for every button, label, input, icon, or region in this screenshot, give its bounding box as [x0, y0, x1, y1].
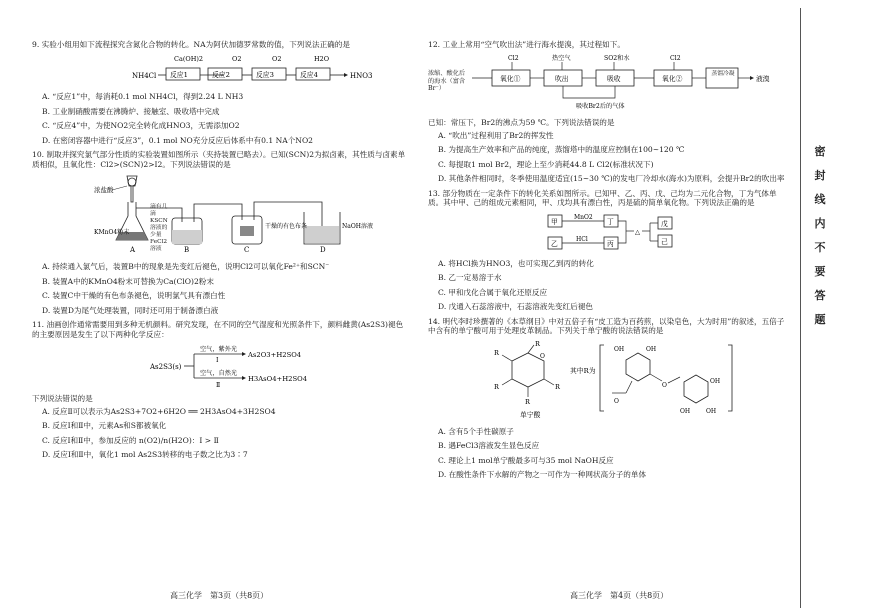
q14-r-3: R [525, 397, 530, 406]
q12-top-2: 热空气 [552, 55, 571, 63]
q9-above-2: O2 [232, 55, 242, 64]
question-14-title: 14. 明代李时珍撰著的《本草纲目》中对五倍子有“皮工造为百药煎，以染皂色，大为时用”的叙述，五倍子中含有的单宁酸可用于处理皮革制品。下列关于单宁酸的说法错误的是 [428, 316, 785, 336]
q13-option-b: B. 乙一定易溶于水 [438, 273, 502, 283]
q14-structure-svg [428, 339, 788, 423]
question-14 [428, 317, 788, 480]
q14-ring-o: O [540, 352, 545, 360]
q9-flow-svg [32, 52, 410, 88]
seal-char-7: 答 [814, 289, 826, 302]
q12-top-1: Cl2 [508, 55, 519, 63]
seal-char-5: 不 [814, 241, 826, 254]
q10-option-d: D. 装置D为尾气处理装置，同时还可用于制备漂白液 [42, 305, 219, 315]
q14-oh-2: OH [646, 345, 657, 353]
q14-structure [428, 339, 788, 423]
q13-bing: 丙 [607, 239, 614, 248]
q14-option-c: C. 理论上1 mol单宁酸最多可与35 mol NaOH反应 [438, 455, 614, 465]
q9-box-2: 反应2 [212, 71, 230, 80]
q12-box-2: 吹出 [555, 75, 569, 84]
q11-prompt: 下列说法错误的是 [32, 394, 93, 404]
q11-scheme-svg [32, 342, 410, 390]
q13-cond: △ [635, 227, 640, 236]
q10-option-b: B. 装置A中的KMnO4粉末可替换为Ca(ClO)2粉末 [42, 276, 214, 286]
q9-option-b: B. 工业制硝酸需要在沸腾炉、接触室、吸收塔中完成 [42, 106, 220, 116]
q14-oh-3: OH [710, 377, 721, 385]
q11-option-c: C. 反应Ⅰ和Ⅱ中，参加反应的 n(O2)/n(H2O)：Ⅰ > Ⅱ [42, 435, 219, 445]
q9-box-1: 反应1 [170, 71, 188, 80]
q14-option-d: D. 在酸性条件下水解的产物之一可作为一种网状高分子的单体 [438, 470, 647, 480]
question-12-title: 12. 工业上常用“空气吹出法”进行海水提溴，其过程如下。 [428, 40, 625, 49]
seal-char-6: 要 [814, 265, 826, 278]
q12-option-b: B. 为提高生产效率和产品的纯度，蒸馏塔中的温度应控制在100~120 ℃ [438, 145, 685, 155]
seal-text [812, 140, 828, 332]
q14-option-b: B. 遇FeCl3溶液发生显色反应 [438, 441, 540, 451]
q11-roman-2: Ⅱ [216, 382, 221, 390]
q12-option-a: A. “吹出”过程利用了Br2的挥发性 [438, 130, 554, 140]
q12-option-c: C. 每提取1 mol Br2，理论上至少消耗44.8 L Cl2(标准状况下) [438, 159, 654, 169]
q12-start: 浓缩、酸化后的海水（富含Br⁻） [428, 70, 466, 93]
question-13 [428, 189, 788, 312]
q13-option-c: C. 甲和戊化合属于氧化还原反应 [438, 287, 548, 297]
q12-end: 液溴 [756, 75, 770, 84]
q12-box-5-text: 蒸馏冷凝 [711, 71, 735, 78]
left-column [32, 40, 410, 465]
q14-oh-5: OH [706, 407, 717, 415]
q13-diagram-svg [428, 211, 788, 255]
q11-cond-1: 空气，紫外光 [200, 346, 238, 354]
q10-option-c: C. 装置C中干燥的有色布条褪色，说明氯气具有漂白性 [42, 291, 226, 301]
q11-option-b: B. 反应Ⅰ和Ⅱ中，元素As和S都被氧化 [42, 421, 167, 431]
seal-line [800, 8, 801, 608]
q14-oh-1: OH [614, 345, 625, 353]
question-9 [32, 40, 410, 145]
question-9-title: 9. 实验小组用如下流程探究含氮化合物的转化。NA为阿伏加德罗常数的值，下列说法正确的是 [32, 40, 350, 49]
q13-diagram [428, 211, 788, 255]
question-10 [32, 150, 410, 315]
q10-apparatus-svg [32, 172, 410, 258]
q13-ji: 己 [661, 237, 668, 246]
q9-start: NH4Cl [132, 72, 157, 81]
seal-char-8: 题 [814, 313, 826, 326]
question-11-title: 11. 油画创作通常需要用到多种无机颜料。研究发现，在不同的空气湿度和光照条件下，颜料雌黄(As2S3)褪色的主要原因是发生了以下两种化学反应： [32, 320, 404, 339]
question-12 [428, 40, 788, 184]
q14-where: 其中R为 [570, 366, 596, 375]
q9-box-3: 反应3 [256, 71, 274, 80]
footer-left: 高三化学 第3页（共8页） [170, 591, 269, 600]
q14-o-1: O [614, 397, 619, 405]
seal-char-4: 内 [814, 217, 826, 230]
q12-top-3: SO2和水 [604, 55, 630, 63]
q13-reagent-1: MnO2 [574, 213, 593, 221]
q9-box-4: 反应4 [300, 71, 318, 80]
q11-option-d: D. 反应Ⅰ和Ⅱ中，氧化1 mol As2S3转移的电子数之比为3∶7 [42, 450, 248, 460]
q13-option-a: A. 将HCl换为HNO3，也可实现乙到丙的转化 [438, 258, 594, 268]
q14-r-1: R [494, 348, 499, 357]
q13-option-d: D. 戊通入石蕊溶液中，石蕊溶液先变红后褪色 [438, 302, 593, 312]
seal-margin [800, 0, 870, 615]
q13-reagent-2: HCl [576, 235, 588, 243]
q12-box-3: 吸收 [607, 75, 621, 84]
question-11 [32, 320, 410, 459]
q13-yi: 乙 [551, 239, 558, 248]
q11-roman-1: Ⅰ [216, 357, 219, 365]
q9-option-c: C. “反应4”中，为使NO2完全转化成HNO3，无需添加O2 [42, 121, 240, 131]
right-column [428, 40, 788, 485]
q12-box-4: 氧化② [662, 75, 683, 84]
q12-note: 已知：常压下，Br2的沸点为59 ℃。下列说法错误的是 [428, 118, 615, 128]
q10-label-D: D [320, 246, 326, 255]
q9-option-a: A. “反应1”中，每消耗0.1 mol NH4Cl，得到2.24 L NH3 [42, 92, 244, 102]
q11-product-2: H3AsO4+H2SO4 [248, 375, 308, 384]
q10-option-a: A. 持续通入氯气后，装置B中的现象是先变红后褪色，说明Cl2可以氧化Fe²⁺和SCN⁻ [42, 262, 330, 272]
q9-above-3: O2 [272, 55, 282, 64]
q10-label-acid: 浓盐酸 [94, 186, 114, 195]
q12-flow-diagram [428, 52, 788, 114]
footer-right: 高三化学 第4页（共8页） [570, 591, 669, 600]
q10-label-b-text: 滴有几滴KSCN溶液的少量FeCl2溶液 [150, 204, 168, 253]
q14-option-a: A. 含有5个手性碳原子 [438, 426, 514, 436]
q11-option-a: A. 反应Ⅱ可以表示为As2S3+7O2+6H2O ══ 2H3AsO4+3H2SO4 [42, 406, 276, 416]
q10-label-naoh: NaOH溶液 [342, 223, 373, 231]
q13-ding: 丁 [607, 217, 614, 226]
q10-label-A: A [130, 246, 136, 255]
q10-label-C: C [244, 246, 250, 255]
q14-r-2: R [494, 382, 499, 391]
question-10-title: 10. 制取并探究氯气部分性质的实验装置如图所示（夹持装置已略去）。已知(SCN)2为拟卤素，其性质与卤素单质相似，且氧化性：Cl2>(SCN)2>I2。下列说法错误的是 [32, 150, 406, 169]
seal-char-2: 封 [814, 169, 826, 182]
q13-wu: 戊 [661, 219, 668, 228]
q14-oh-4: OH [680, 407, 691, 415]
q14-r-5: R [535, 339, 540, 348]
q10-label-cloth: 干燥的有色布条 [265, 223, 308, 231]
q11-scheme [32, 342, 410, 390]
q9-flow-diagram [32, 52, 410, 88]
q12-flow-svg [428, 52, 788, 114]
q12-bottom-label: 吸收Br2后的气体 [576, 103, 625, 111]
q11-reactant: As2S3(s) [150, 363, 182, 372]
q10-label-kmno4: KMnO4粉末 [94, 229, 130, 237]
seal-char-3: 线 [814, 193, 826, 206]
q10-label-B: B [184, 246, 190, 255]
q10-apparatus-diagram [32, 172, 410, 258]
q13-jia: 甲 [551, 217, 558, 226]
q14-o-2: O [662, 381, 667, 389]
q9-end: HNO3 [350, 72, 373, 81]
q12-top-4: Cl2 [670, 55, 681, 63]
q11-cond-2: 空气，自然光 [200, 370, 238, 378]
q9-option-d: D. 在密闭容器中进行“反应3”，0.1 mol NO充分反应后体系中有0.1 NA个NO2 [42, 135, 314, 145]
seal-char-1: 密 [814, 145, 826, 158]
q12-box-1: 氧化① [500, 75, 521, 84]
q9-above-4: H2O [314, 55, 330, 64]
question-13-title: 13. 部分物质在一定条件下的转化关系如图所示。已知甲、乙、丙、戊、己均为二元化合物，丁为气体单质。其中甲、己的组成元素相同，甲、戊均具有漂白性，丙是硫的简单氧化物。下列说法正确的是 [428, 188, 777, 208]
q11-product-1: As2O3+H2SO4 [248, 351, 302, 360]
q14-name: 单宁酸 [520, 410, 541, 419]
q14-r-4: R [555, 382, 560, 391]
q9-above-1: Ca(OH)2 [174, 55, 204, 64]
q12-option-d: D. 其他条件相同时，冬季使用温度适宜(15~30 ℃)的发电厂冷却水(海水)为原料，会提升Br2的吹出率 [438, 174, 785, 184]
